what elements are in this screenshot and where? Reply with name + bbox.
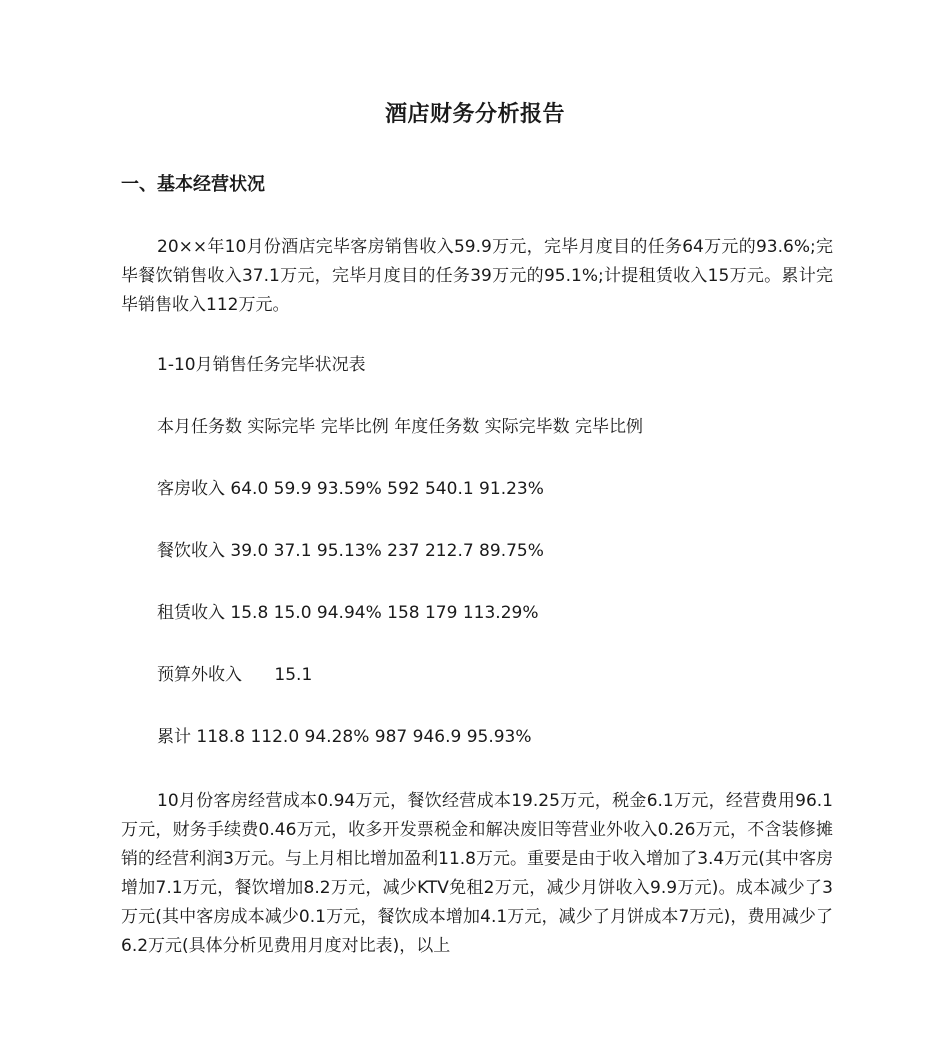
table-row: 客房收入 64.0 59.9 93.59% 592 540.1 91.23% [157, 479, 544, 499]
table-row: 餐饮收入 39.0 37.1 95.13% 237 212.7 89.75% [157, 541, 544, 561]
table-row-total: 累计 118.8 112.0 94.28% 987 946.9 95.93% [157, 727, 532, 747]
paragraph-cost-analysis: 10月份客房经营成本0.94万元，餐饮经营成本19.25万元，税金6.1万元，经营费用96.1万元，财务手续费0.46万元，收多开发票税金和解决废旧等营业外收入0.26万元，不含装修摊销的经营利润3万元。与上月相比增加盈利11.8万元。重要是由于收入增加了3.4万元(其中客房增加7.1万元，餐饮增加8.2万元，减少KTV免租2万元，减少月饼收入9.9万元)。成本减少了3万元(其中客房成本减少0.1万元，餐饮成本增加4.1万元，减少了月饼成本7万元)，费用减少了6.2万元(具体分析见费用月度对比表)，以上 [121, 791, 833, 956]
table-title: 1-10月销售任务完毕状况表 [157, 355, 366, 375]
report-title: 酒店财务分析报告 [384, 102, 565, 127]
section-heading-basic-operations: 一、基本经营状况 [121, 174, 265, 195]
table-row: 预算外收入 15.1 [157, 665, 313, 685]
paragraph-sales-summary: 20××年10月份酒店完毕客房销售收入59.9万元，完毕月度目的任务64万元的93.6%;完毕餐饮销售收入37.1万元，完毕月度目的任务39万元的95.1%;计提租赁收入15万元。累计完毕销售收入112万元。 [121, 237, 833, 315]
table-row: 租赁收入 15.8 15.0 94.94% 158 179 113.29% [157, 603, 539, 623]
table-header-row: 本月任务数 实际完毕 完毕比例 年度任务数 实际完毕数 完毕比例 [157, 417, 644, 437]
